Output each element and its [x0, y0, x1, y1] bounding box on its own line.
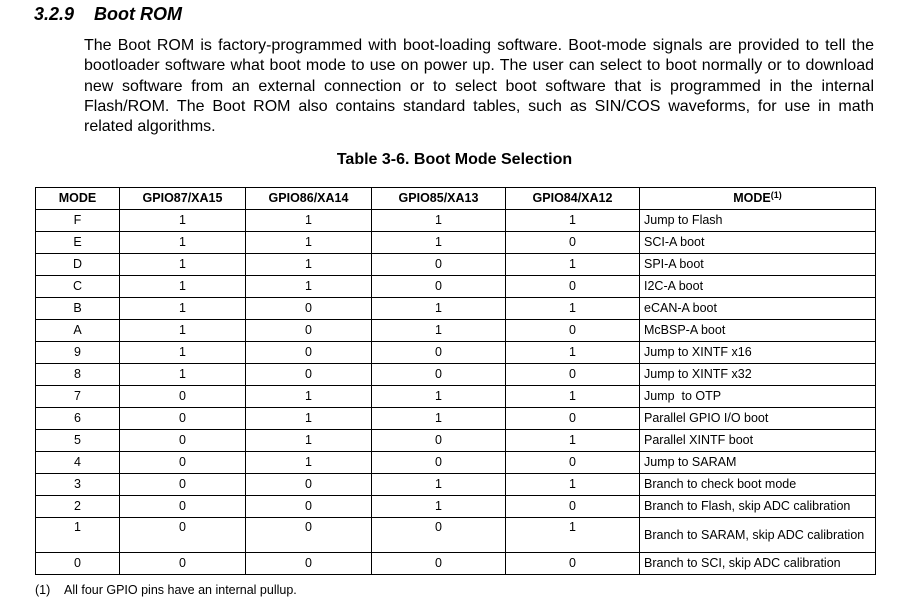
- cell-gpio87: 0: [120, 408, 246, 430]
- cell-gpio86: 1: [246, 232, 372, 254]
- cell-gpio85: 0: [372, 452, 506, 474]
- header-mode-description: [640, 188, 876, 210]
- cell-gpio85: 0: [372, 430, 506, 452]
- table-row: [36, 408, 876, 430]
- cell-mode: 3: [36, 474, 120, 496]
- table-row: [36, 364, 876, 386]
- table-row: [36, 553, 876, 575]
- cell-gpio84: 0: [506, 232, 640, 254]
- cell-gpio84: 1: [506, 298, 640, 320]
- cell-gpio87: 0: [120, 386, 246, 408]
- boot-mode-table: [35, 187, 876, 575]
- cell-gpio86: 0: [246, 474, 372, 496]
- cell-description: SCI-A boot: [640, 232, 876, 254]
- cell-gpio87: 1: [120, 298, 246, 320]
- section-heading: [34, 4, 182, 25]
- cell-gpio85: 1: [372, 474, 506, 496]
- cell-gpio84: 1: [506, 342, 640, 364]
- header-gpio85: GPIO85/XA13: [372, 188, 506, 210]
- cell-gpio87: 0: [120, 474, 246, 496]
- cell-gpio84: 1: [506, 430, 640, 452]
- cell-description: Parallel GPIO I/O boot: [640, 408, 876, 430]
- cell-gpio85: 1: [372, 298, 506, 320]
- cell-description: Branch to SARAM, skip ADC calibration: [640, 518, 876, 553]
- cell-gpio87: 1: [120, 342, 246, 364]
- cell-gpio87: 1: [120, 320, 246, 342]
- cell-gpio86: 1: [246, 408, 372, 430]
- cell-gpio87: 1: [120, 232, 246, 254]
- cell-description: Jump to XINTF x32: [640, 364, 876, 386]
- cell-gpio87: 1: [120, 210, 246, 232]
- cell-gpio86: 0: [246, 342, 372, 364]
- cell-gpio87: 1: [120, 364, 246, 386]
- cell-mode: A: [36, 320, 120, 342]
- cell-gpio85: 1: [372, 320, 506, 342]
- cell-gpio87: 0: [120, 496, 246, 518]
- cell-gpio85: 0: [372, 518, 506, 553]
- cell-description: Jump to XINTF x16: [640, 342, 876, 364]
- cell-mode: 7: [36, 386, 120, 408]
- table-row: [36, 518, 876, 553]
- cell-gpio87: 0: [120, 553, 246, 575]
- table-footnote: [35, 583, 297, 597]
- cell-gpio84: 1: [506, 254, 640, 276]
- cell-gpio86: 1: [246, 452, 372, 474]
- cell-mode: 1: [36, 518, 120, 553]
- cell-description: eCAN-A boot: [640, 298, 876, 320]
- table-row: [36, 320, 876, 342]
- cell-description: Branch to Flash, skip ADC calibration: [640, 496, 876, 518]
- cell-mode: C: [36, 276, 120, 298]
- cell-gpio86: 0: [246, 364, 372, 386]
- cell-mode: B: [36, 298, 120, 320]
- cell-gpio84: 1: [506, 386, 640, 408]
- cell-description: Jump to Flash: [640, 210, 876, 232]
- cell-gpio85: 1: [372, 232, 506, 254]
- table-header-row: [36, 188, 876, 210]
- cell-gpio85: 0: [372, 342, 506, 364]
- cell-gpio84: 0: [506, 364, 640, 386]
- footnote-text: All four GPIO pins have an internal pullup.: [64, 583, 297, 597]
- cell-gpio86: 0: [246, 496, 372, 518]
- cell-description: McBSP-A boot: [640, 320, 876, 342]
- cell-gpio85: 1: [372, 496, 506, 518]
- cell-gpio87: 1: [120, 276, 246, 298]
- cell-gpio86: 1: [246, 210, 372, 232]
- cell-gpio85: 0: [372, 254, 506, 276]
- cell-description: I2C-A boot: [640, 276, 876, 298]
- cell-description: SPI-A boot: [640, 254, 876, 276]
- cell-mode: D: [36, 254, 120, 276]
- cell-gpio84: 1: [506, 474, 640, 496]
- cell-mode: 6: [36, 408, 120, 430]
- cell-gpio84: 0: [506, 408, 640, 430]
- cell-gpio86: 1: [246, 254, 372, 276]
- cell-mode: 8: [36, 364, 120, 386]
- cell-mode: 9: [36, 342, 120, 364]
- cell-gpio84: 1: [506, 210, 640, 232]
- cell-gpio85: 1: [372, 386, 506, 408]
- table-row: [36, 452, 876, 474]
- cell-gpio85: 1: [372, 408, 506, 430]
- cell-description: Branch to check boot mode: [640, 474, 876, 496]
- cell-description: Branch to SCI, skip ADC calibration: [640, 553, 876, 575]
- table-row: [36, 298, 876, 320]
- section-title: Boot ROM: [94, 4, 182, 24]
- cell-gpio85: 1: [372, 210, 506, 232]
- header-mode: MODE: [36, 188, 120, 210]
- header-gpio86: GPIO86/XA14: [246, 188, 372, 210]
- cell-gpio86: 1: [246, 276, 372, 298]
- header-gpio87: GPIO87/XA15: [120, 188, 246, 210]
- section-paragraph: The Boot ROM is factory-programmed with boot-loading software. Boot-mode signals are provided to tell the bootloader software what boot mode to use on power up. The user can select to boot normally or to download new software from an external connection or to select boot software that is programmed in the internal Flash/ROM. The Boot ROM also contains standard tables, such as SIN/COS waveforms, for use in math related algorithms.: [84, 37, 874, 136]
- cell-mode: 0: [36, 553, 120, 575]
- table-row: [36, 474, 876, 496]
- table-row: [36, 254, 876, 276]
- cell-gpio86: 1: [246, 386, 372, 408]
- cell-description: Parallel XINTF boot: [640, 430, 876, 452]
- header-gpio84: GPIO84/XA12: [506, 188, 640, 210]
- cell-gpio84: 0: [506, 496, 640, 518]
- cell-mode: E: [36, 232, 120, 254]
- table-row: [36, 232, 876, 254]
- footnote-marker: (1): [35, 583, 51, 597]
- cell-gpio85: 0: [372, 364, 506, 386]
- cell-mode: F: [36, 210, 120, 232]
- cell-gpio84: 0: [506, 553, 640, 575]
- table-title: Table 3-6. Boot Mode Selection: [336, 151, 573, 168]
- cell-gpio85: 0: [372, 553, 506, 575]
- footnote-reference: (1): [770, 190, 782, 200]
- table-row: [36, 496, 876, 518]
- table-row: [36, 386, 876, 408]
- cell-gpio87: 0: [120, 518, 246, 553]
- cell-description: Jump to SARAM: [640, 452, 876, 474]
- cell-gpio85: 0: [372, 276, 506, 298]
- cell-gpio86: 0: [246, 298, 372, 320]
- cell-gpio86: 1: [246, 430, 372, 452]
- cell-mode: 2: [36, 496, 120, 518]
- table-row: [36, 210, 876, 232]
- header-mode-description-label: MODE: [733, 191, 771, 205]
- cell-gpio86: 0: [246, 553, 372, 575]
- section-number: 3.2.9: [34, 4, 75, 24]
- cell-gpio84: 0: [506, 276, 640, 298]
- table-row: [36, 276, 876, 298]
- cell-gpio87: 1: [120, 254, 246, 276]
- cell-gpio86: 0: [246, 320, 372, 342]
- cell-mode: 4: [36, 452, 120, 474]
- cell-gpio87: 0: [120, 430, 246, 452]
- cell-gpio84: 1: [506, 518, 640, 553]
- cell-gpio87: 0: [120, 452, 246, 474]
- table-row: [36, 430, 876, 452]
- cell-gpio86: 0: [246, 518, 372, 553]
- table-row: [36, 342, 876, 364]
- cell-mode: 5: [36, 430, 120, 452]
- cell-description: Jump to OTP: [640, 386, 876, 408]
- cell-gpio84: 0: [506, 320, 640, 342]
- cell-gpio84: 0: [506, 452, 640, 474]
